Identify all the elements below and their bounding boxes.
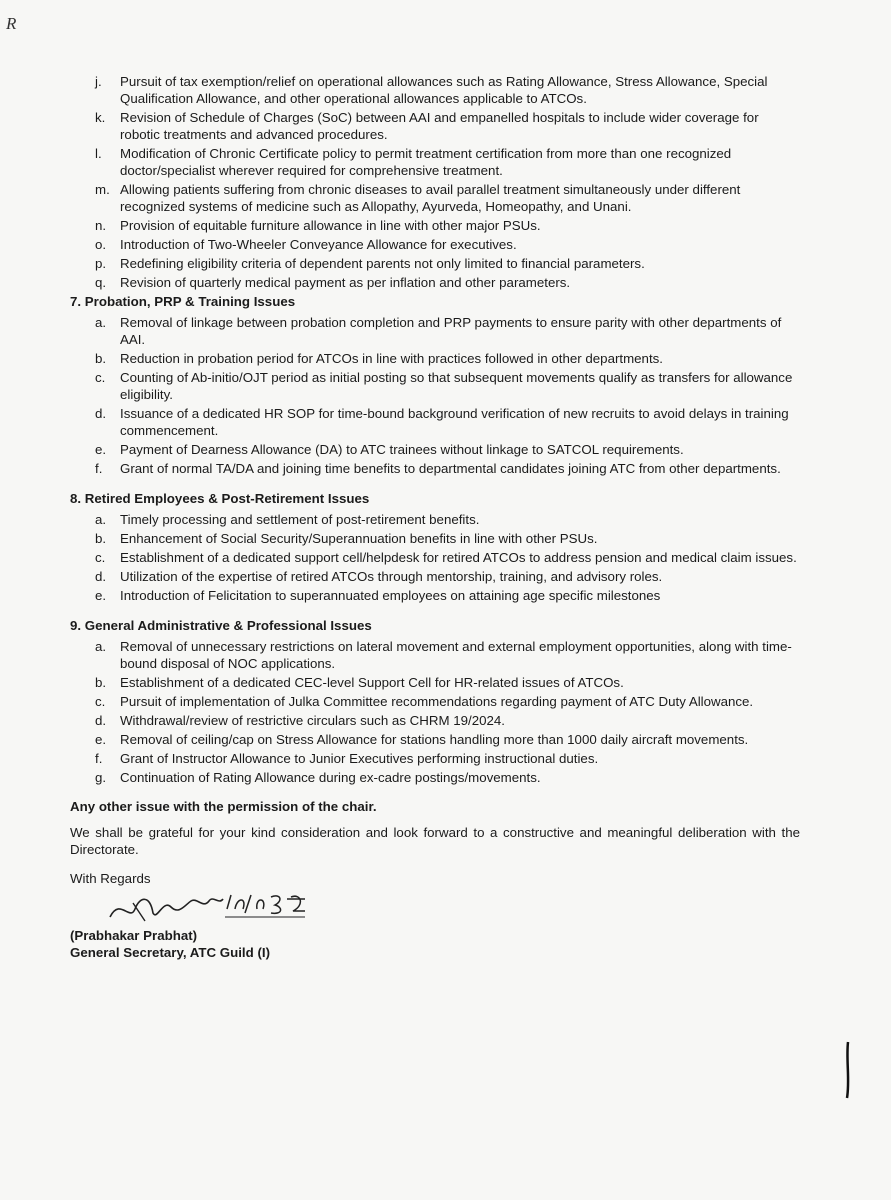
list-item-marker: d. (95, 713, 107, 728)
list-item-marker: n. (95, 218, 107, 233)
list-item-marker: a. (95, 512, 107, 527)
list-item-marker: j. (95, 74, 102, 89)
list-item-text: Withdrawal/review of restrictive circulars such as CHRM 19/2024. (120, 713, 505, 728)
signature-block (70, 887, 800, 927)
list-item (70, 369, 800, 403)
list-item (70, 568, 800, 585)
list-item-marker: e. (95, 588, 107, 603)
list-item-marker: f. (95, 461, 103, 476)
list-item (70, 145, 800, 179)
list-item-marker: c. (95, 550, 106, 565)
list-item (70, 638, 800, 672)
list-item (70, 511, 800, 528)
list-item-text: Removal of linkage between probation completion and PRP payments to ensure parity with other departments of AAI. (120, 315, 782, 347)
document-body (70, 73, 800, 961)
list-item-text: Establishment of a dedicated CEC-level Support Cell for HR-related issues of ATCOs. (120, 675, 624, 690)
list-item (70, 460, 800, 477)
list-item-text: Enhancement of Social Security/Superannuation benefits in line with other PSUs. (120, 531, 598, 546)
list-item-text: Removal of ceiling/cap on Stress Allowance for stations handling more than 1000 daily aircraft movements. (120, 732, 749, 747)
list-item-text: Counting of Ab-initio/OJT period as initial posting so that subsequent movements qualify as transfers for allowance eligibility. (120, 370, 793, 402)
list-item-text: Removal of unnecessary restrictions on lateral movement and external employment opportunities, along with time-bound disposal of NOC applications. (120, 639, 792, 671)
signatory-designation: General Secretary, ATC Guild (I) (70, 945, 270, 960)
list-item-marker: g. (95, 770, 107, 785)
list-item-text: Provision of equitable furniture allowance in line with other major PSUs. (120, 218, 541, 233)
list-item (70, 405, 800, 439)
list-item-marker: k. (95, 110, 106, 125)
list-item-text: Modification of Chronic Certificate policy to permit treatment certification from more than one recognized doctor/specialist wherever required for comprehensive treatment. (120, 146, 732, 178)
scan-edge-mark (842, 1040, 854, 1100)
list-item-text: Continuation of Rating Allowance during ex-cadre postings/movements. (120, 770, 541, 785)
list-item-text: Introduction of Felicitation to superannuated employees on attaining age specific milestones (120, 588, 661, 603)
list-item-marker: b. (95, 351, 107, 366)
list-item-marker: m. (95, 182, 110, 197)
list-item (70, 693, 800, 710)
list-item-text: Timely processing and settlement of post-retirement benefits. (120, 512, 480, 527)
list-item-text: Grant of Instructor Allowance to Junior Executives performing instructional duties. (120, 751, 599, 766)
section-heading: 9. General Administrative & Professional Issues (70, 618, 372, 633)
list-item (70, 73, 800, 107)
list-item-text: Pursuit of implementation of Julka Committee recommendations regarding payment of ATC Duty Allowance. (120, 694, 754, 709)
list-item-text: Redefining eligibility criteria of dependent parents not only limited to financial parameters. (120, 256, 645, 271)
list-item (70, 549, 800, 566)
list-item-marker: p. (95, 256, 107, 271)
list-item-text: Utilization of the expertise of retired ATCOs through mentorship, training, and advisory roles. (120, 569, 663, 584)
list-item-marker: b. (95, 675, 107, 690)
section-heading: 8. Retired Employees & Post-Retirement Issues (70, 491, 370, 506)
list-item-marker: a. (95, 315, 107, 330)
list-item (70, 769, 800, 786)
list-item (70, 674, 800, 691)
list-item (70, 314, 800, 348)
list-item-marker: q. (95, 275, 107, 290)
list-item-text: Issuance of a dedicated HR SOP for time-bound background verification of new recruits to avoid delays in training commencement. (120, 406, 789, 438)
list-item-text: Introduction of Two-Wheeler Conveyance Allowance for executives. (120, 237, 517, 252)
list-item-text: Establishment of a dedicated support cell/helpdesk for retired ATCOs to address pension and medical claim issues. (120, 550, 797, 565)
list-item (70, 217, 800, 234)
list-item-text: Revision of Schedule of Charges (SoC) between AAI and empanelled hospitals to include wider coverage for robotic treatments and advanced procedures. (120, 110, 759, 142)
list-item-marker: o. (95, 237, 107, 252)
list-item (70, 274, 800, 291)
list-item-text: Reduction in probation period for ATCOs in line with practices followed in other departments. (120, 351, 663, 366)
list-item-text: Payment of Dearness Allowance (DA) to ATC trainees without linkage to SATCOL requirements. (120, 442, 684, 457)
corner-mark: R (6, 14, 17, 33)
section-6-continued-list (70, 73, 800, 291)
section-list (70, 314, 800, 477)
list-item-marker: b. (95, 531, 107, 546)
list-item-marker: c. (95, 370, 106, 385)
list-item-marker: c. (95, 694, 106, 709)
list-item-marker: e. (95, 442, 107, 457)
handwritten-signature (105, 887, 315, 927)
list-item-marker: f. (95, 751, 103, 766)
list-item (70, 530, 800, 547)
regards-line: With Regards (70, 871, 151, 886)
list-item-text: Revision of quarterly medical payment as per inflation and other parameters. (120, 275, 571, 290)
closing-paragraph: We shall be grateful for your kind consideration and look forward to a constructive and meaningful deliberation with the Directorate. (70, 825, 800, 857)
list-item (70, 109, 800, 143)
list-item (70, 441, 800, 458)
list-item (70, 712, 800, 729)
section-list (70, 511, 800, 604)
list-item (70, 750, 800, 767)
list-item-text: Grant of normal TA/DA and joining time benefits to departmental candidates joining ATC from other departments. (120, 461, 781, 476)
section-list (70, 638, 800, 786)
other-issue-line: Any other issue with the permission of the chair. (70, 799, 377, 814)
list-item (70, 587, 800, 604)
list-item-marker: e. (95, 732, 107, 747)
list-item (70, 731, 800, 748)
list-item-marker: d. (95, 406, 107, 421)
list-item (70, 350, 800, 367)
list-item-text: Allowing patients suffering from chronic diseases to avail parallel treatment simultaneously under different recognized systems of medicine such as Allopathy, Ayurveda, Homeopathy, and Unani. (120, 182, 741, 214)
list-item-marker: l. (95, 146, 102, 161)
list-item-text: Pursuit of tax exemption/relief on operational allowances such as Rating Allowance, Stress Allowance, Special Qualification Allowance, and other operational allowances applicable to ATCOs. (120, 74, 768, 106)
list-item (70, 255, 800, 272)
sections-container (70, 293, 800, 786)
list-item-marker: d. (95, 569, 107, 584)
section-heading: 7. Probation, PRP & Training Issues (70, 294, 296, 309)
list-item (70, 236, 800, 253)
list-item (70, 181, 800, 215)
signatory-name: (Prabhakar Prabhat) (70, 928, 198, 943)
list-item-marker: a. (95, 639, 107, 654)
